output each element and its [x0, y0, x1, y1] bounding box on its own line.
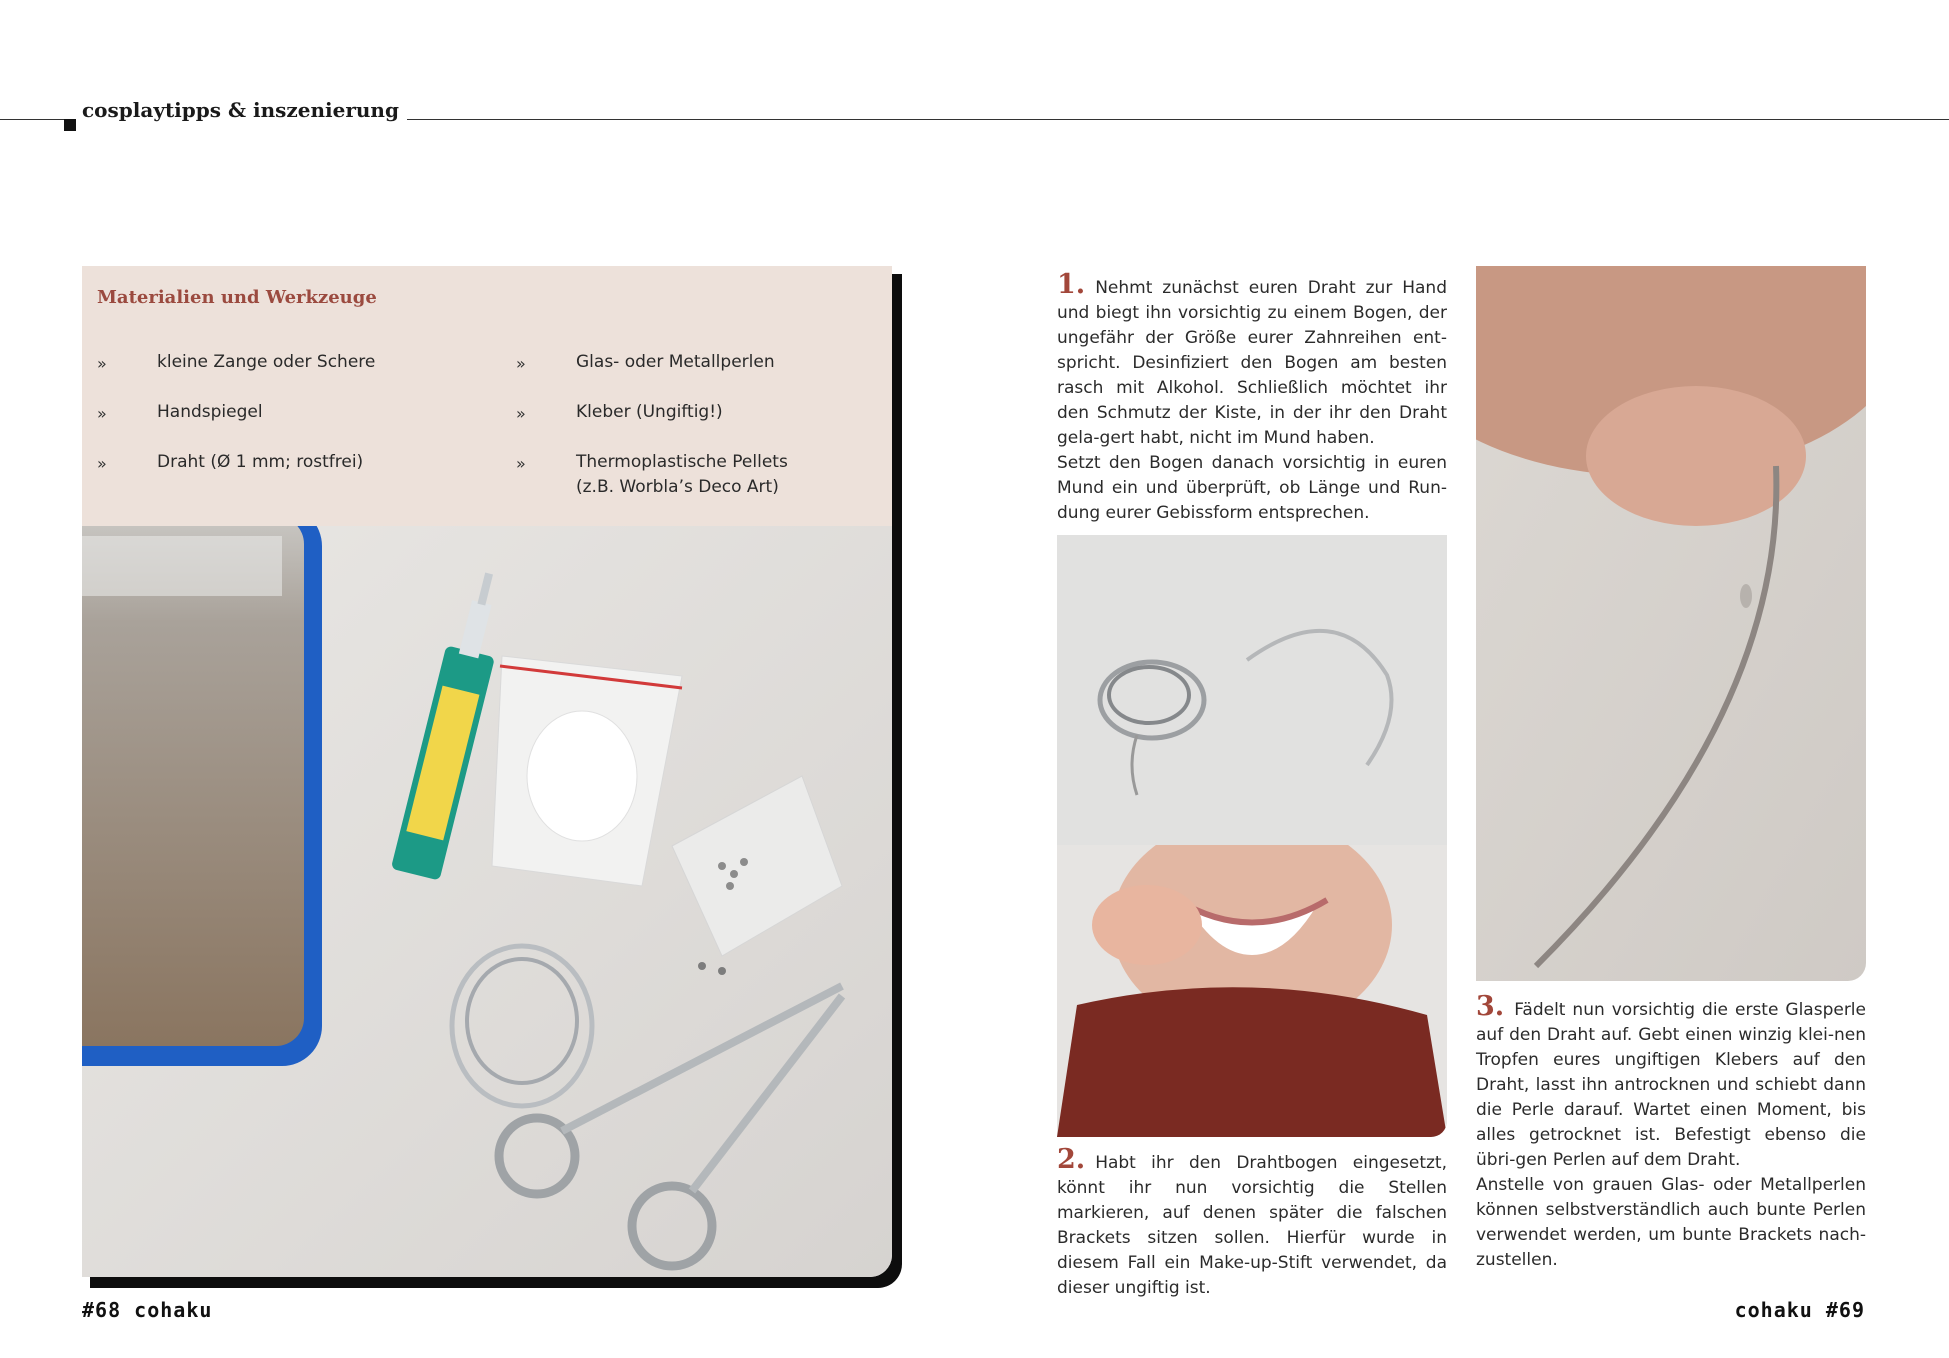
bullet-icon: »	[97, 354, 107, 373]
step2-paragraph: Habt ihr den Drahtbogen eingesetzt, könnt ihr nun vorsichtig die Stellen markieren, auf denen später die falschen Brackets sitzen sollen. Hierfür wurde in diesem Fall ein Make-up-Stift verwendet, da dieser ungiftig ist.	[1057, 1153, 1447, 1298]
step3-paragraph: Fädelt nun vorsichtig die erste Glasperle auf den Draht auf. Gebt einen winzig klei-nen Tropfen eures ungiftigen Klebers auf den Draht, lasst ihn antrocknen und schiebt dann die Perle darauf. Wartet einen Moment, bis alles getrocknet ist. Befestigt ebenso die übri-gen Perlen auf dem Draht.	[1476, 1000, 1866, 1170]
step1-paragraph-2: Setzt den Bogen danach vorsichtig in euren Mund ein und überprüft, ob Länge und Run-dung eurer Gebissform entsprechen.	[1057, 453, 1447, 523]
bullet-icon: »	[97, 404, 107, 423]
materials-photo	[82, 526, 892, 1277]
material-item: Glas- oder Metallperlen	[576, 352, 775, 372]
material-item: Kleber (Ungiftig!)	[576, 402, 723, 422]
step2-text	[1057, 1144, 1447, 1301]
step3-paragraph-2: Anstelle von grauen Glas- oder Metallperlen können selbstverständlich auch bunte Perlen verwendet werden, um bunte Brackets nach-zustellen.	[1476, 1175, 1866, 1270]
bullet-icon: »	[516, 404, 526, 423]
material-item: Thermoplastische Pellets	[576, 452, 788, 472]
step2-number: 2.	[1057, 1144, 1086, 1175]
bullet-icon: »	[516, 454, 526, 473]
header-rule-left	[0, 119, 70, 120]
step3-text	[1476, 991, 1866, 1273]
materials-box	[82, 266, 892, 1277]
bullet-icon: »	[97, 454, 107, 473]
page-number-left: #68 cohaku	[82, 1298, 213, 1322]
mouth-photo	[1057, 845, 1447, 1137]
section-title: cosplaytipps & inszenierung	[82, 98, 407, 122]
material-item: Draht (Ø 1 mm; rostfrei)	[157, 452, 364, 472]
materials-title: Materialien und Werkzeuge	[97, 287, 377, 308]
step1-number: 1.	[1057, 269, 1086, 300]
header-rule-right	[350, 119, 1949, 120]
step1-paragraph: Nehmt zunächst euren Draht zur Hand und biegt ihn vorsichtig zu einem Bogen, der ungefähr der Größe eurer Zahnreihen ent-spricht. Desinfiziert den Bogen am besten rasch mit Alkohol. Schließlich möchtet ihr den Schmutz der Kiste, in der ihr den Draht gela-gert habt, nicht im Mund haben.	[1057, 278, 1447, 448]
step1-text	[1057, 269, 1447, 526]
material-item: kleine Zange oder Schere	[157, 352, 376, 372]
wire-photo	[1057, 535, 1447, 845]
material-item: Handspiegel	[157, 402, 263, 422]
step3-number: 3.	[1476, 991, 1505, 1022]
header-marker	[64, 119, 76, 131]
material-item-note: (z.B. Worbla’s Deco Art)	[576, 477, 779, 497]
page-number-right: cohaku #69	[1734, 1298, 1865, 1322]
materials-panel	[82, 266, 892, 526]
bead-photo	[1476, 266, 1866, 981]
bullet-icon: »	[516, 354, 526, 373]
